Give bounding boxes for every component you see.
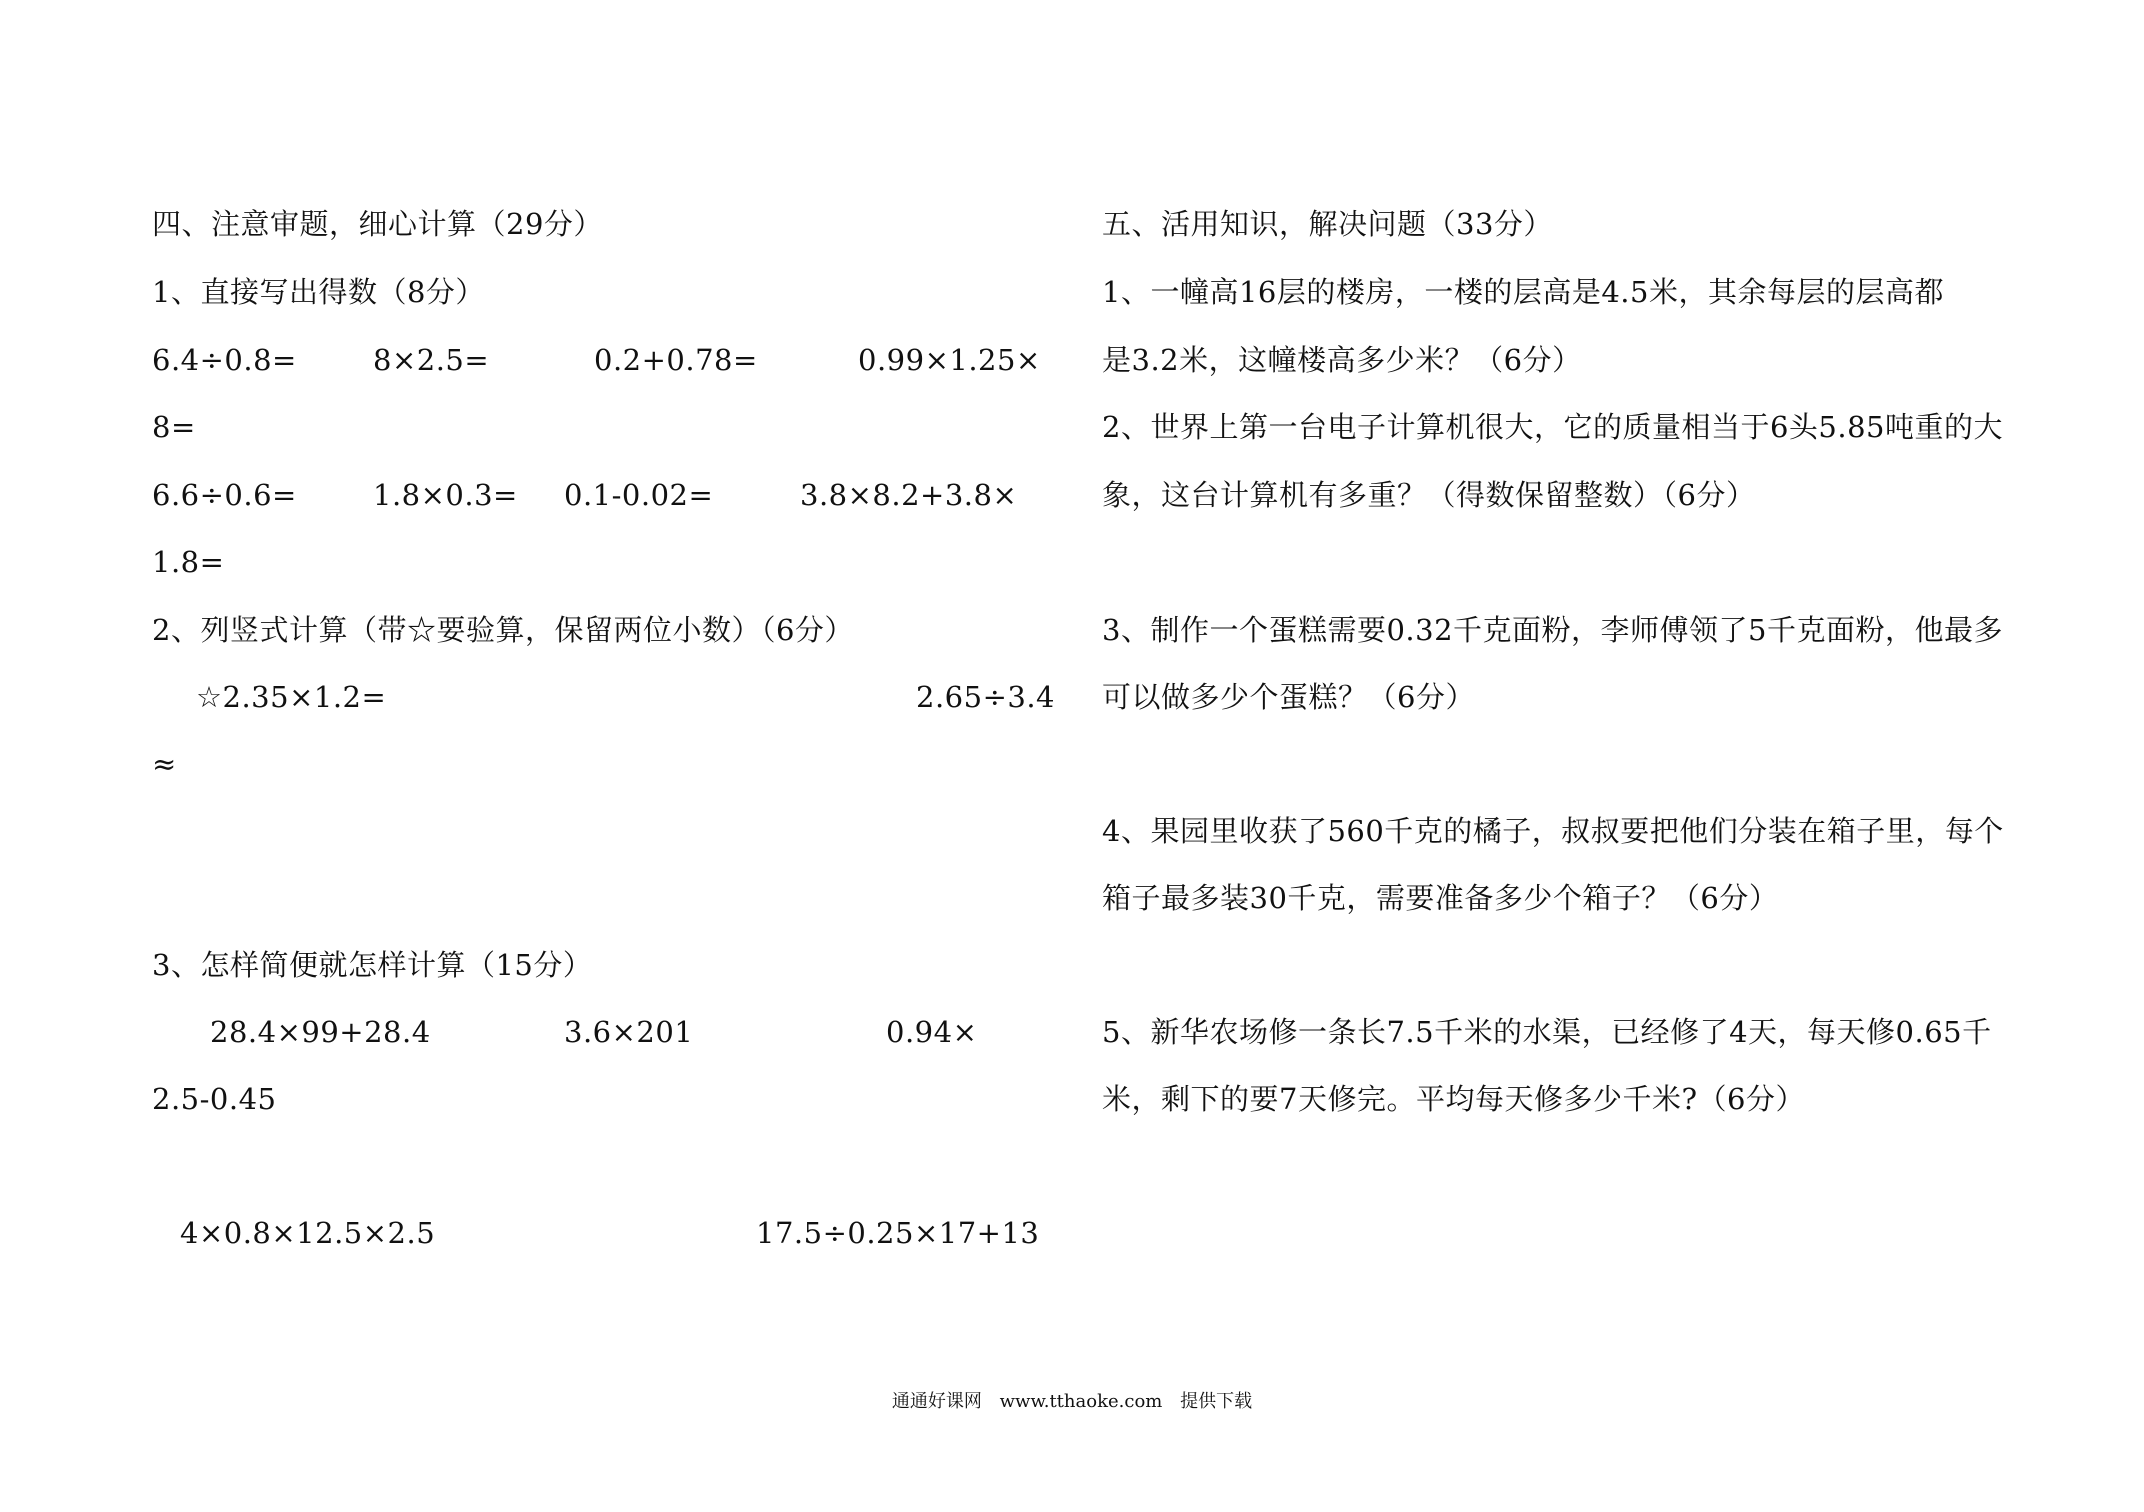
q1-title: 1、直接写出得数（8分） <box>152 275 485 309</box>
q1-item: 3.8×8.2+3.8× <box>800 478 1018 512</box>
q2-item: 2.65÷3.4 <box>916 680 1055 714</box>
q3-item: 28.4×99+28.4 <box>210 1015 431 1049</box>
q3-item: 17.5÷0.25×17+13 <box>756 1216 1040 1250</box>
footer-url-link[interactable]: www.tthaoke.com <box>999 1391 1163 1412</box>
q2-item-starred: ☆2.35×1.2= <box>196 680 387 714</box>
q1-item: 6.6÷0.6= <box>152 478 297 512</box>
q1-item-wrap: 1.8= <box>152 545 225 579</box>
q1-item: 0.1-0.02= <box>564 478 714 512</box>
section-five-heading: 五、活用知识，解决问题（33分） <box>1102 207 1553 241</box>
q2-title: 2、列竖式计算（带☆要验算，保留两位小数）（6分） <box>152 613 854 647</box>
page-footer <box>0 1390 2144 1414</box>
problem-2-line-2: 象，这台计算机有多重？（得数保留整数）（6分） <box>1102 478 1756 512</box>
q1-item: 1.8×0.3= <box>373 478 518 512</box>
q1-item-wrap: 8= <box>152 410 196 444</box>
footer-site-name: 通通好课网 <box>891 1391 982 1412</box>
section-four-heading: 四、注意审题，细心计算（29分） <box>152 207 603 241</box>
problem-3-line-1: 3、制作一个蛋糕需要0.32千克面粉，李师傅领了5千克面粉，他最多 <box>1102 613 2003 647</box>
problem-4-line-2: 箱子最多装30千克，需要准备多少个箱子？（6分） <box>1102 881 1779 915</box>
problem-2-line-1: 2、世界上第一台电子计算机很大，它的质量相当于6头5.85吨重的大 <box>1102 410 2003 444</box>
problem-3-line-2: 可以做多少个蛋糕？（6分） <box>1102 680 1475 714</box>
q3-title: 3、怎样简便就怎样计算（15分） <box>152 948 593 982</box>
problem-5-line-2: 米，剩下的要7天修完。平均每天修多少千米?（6分） <box>1102 1082 1805 1116</box>
problem-1-line-1: 1、一幢高16层的楼房，一楼的层高是4.5米，其余每层的层高都 <box>1102 275 1944 309</box>
problem-1-line-2: 是3.2米，这幢楼高多少米？（6分） <box>1102 343 1582 377</box>
q3-item: 4×0.8×12.5×2.5 <box>180 1216 436 1250</box>
q1-item: 0.99×1.25× <box>858 343 1041 377</box>
problem-5-line-1: 5、新华农场修一条长7.5千米的水渠，已经修了4天，每天修0.65千 <box>1102 1015 1992 1049</box>
q1-item: 8×2.5= <box>373 343 490 377</box>
q3-item: 3.6×201 <box>564 1015 694 1049</box>
q1-item: 6.4÷0.8= <box>152 343 297 377</box>
q1-item: 0.2+0.78= <box>594 343 758 377</box>
q3-item-wrap: 2.5-0.45 <box>152 1082 277 1116</box>
q3-item: 0.94× <box>886 1015 978 1049</box>
footer-suffix: 提供下载 <box>1180 1391 1253 1412</box>
q2-approx-sign: ≈ <box>152 747 177 781</box>
problem-4-line-1: 4、果园里收获了560千克的橘子，叔叔要把他们分装在箱子里，每个 <box>1102 814 2004 848</box>
